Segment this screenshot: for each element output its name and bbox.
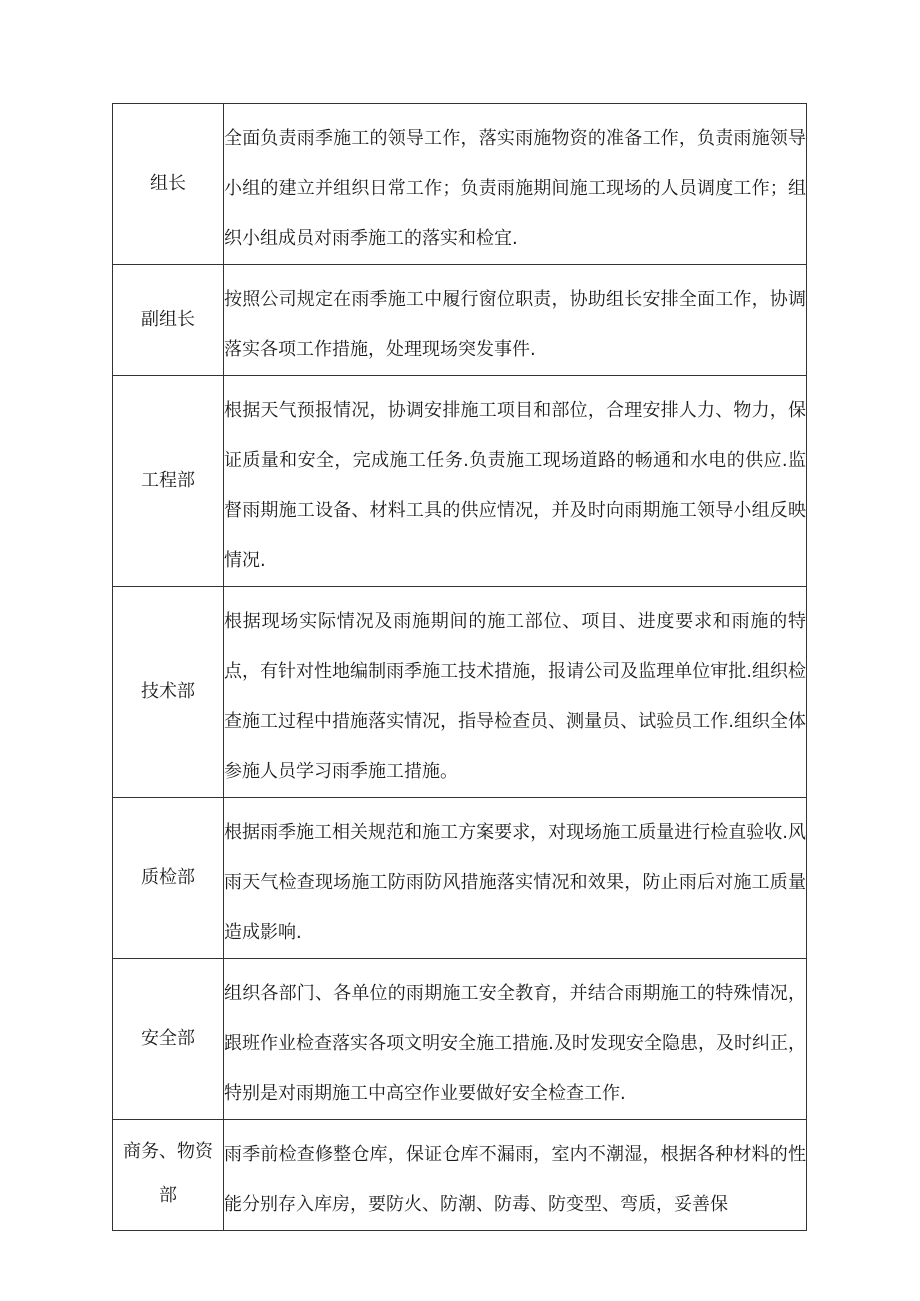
- duty-text: 根据雨季施工相关规范和施工方案要求，对现场施工质量进行检直验收.风雨天气检查现场施工防雨防风措施落实情况和效果，防止雨后对施工质量造成影响.: [224, 822, 806, 943]
- role-cell: [113, 265, 224, 376]
- duty-cell: [224, 587, 807, 798]
- duty-cell: [224, 104, 807, 265]
- duty-cell: [224, 1120, 807, 1231]
- duty-text: 全面负责雨季施工的领导工作，落实雨施物资的准备工作，负责雨施领导小组的建立并组织日常工作；负责雨施期间施工现场的人员调度工作；组织小组成员对雨季施工的落实和检宜.: [224, 128, 806, 249]
- table-row: [113, 959, 807, 1120]
- role-cell: [113, 959, 224, 1120]
- role-label: 副组长: [141, 309, 195, 330]
- table-row: [113, 1120, 807, 1231]
- responsibility-table: [112, 103, 807, 1231]
- table-row: [113, 798, 807, 959]
- role-label: 组长: [150, 173, 186, 194]
- duty-cell: [224, 265, 807, 376]
- role-label: 工程部: [141, 470, 195, 491]
- duty-text: 根据天气预报情况，协调安排施工项目和部位，合理安排人力、物力，保证质量和安全，完成施工任务.负责施工现场道路的畅通和水电的供应.监督雨期施工设备、材料工具的供应情况，并及时向雨期施工领导小组反映情况.: [224, 400, 806, 571]
- duty-cell: [224, 798, 807, 959]
- role-cell: [113, 798, 224, 959]
- role-cell: [113, 104, 224, 265]
- role-cell: [113, 1120, 224, 1231]
- role-label: 质检部: [141, 867, 195, 888]
- table-row: [113, 104, 807, 265]
- table-row: [113, 265, 807, 376]
- duty-cell: [224, 959, 807, 1120]
- duty-text: 雨季前检查修整仓库，保证仓库不漏雨，室内不潮湿，根据各种材料的性能分别存入库房，要防火、防潮、防毒、防变型、弯质，妥善保: [224, 1144, 806, 1215]
- duty-text: 根据现场实际情况及雨施期间的施工部位、项目、进度要求和雨施的特点，有针对性地编制雨季施工技术措施，报请公司及监理单位审批.组织检查施工过程中措施落实情况，指导检查员、测量员、试验员工作.组织全体参施人员学习雨季施工措施。: [224, 611, 806, 782]
- role-cell: [113, 376, 224, 587]
- role-label: 商务、物资部: [123, 1140, 213, 1206]
- table-row: [113, 376, 807, 587]
- duty-text: 按照公司规定在雨季施工中履行窗位职责，协助组长安排全面工作，协调落实各项工作措施，处理现场突发事件.: [224, 289, 806, 360]
- role-label: 技术部: [141, 681, 195, 702]
- table-row: [113, 587, 807, 798]
- role-cell: [113, 587, 224, 798]
- role-label: 安全部: [141, 1028, 195, 1049]
- duty-cell: [224, 376, 807, 587]
- duty-text: 组织各部门、各单位的雨期施工安全教育，并结合雨期施工的特殊情况，跟班作业检查落实各项文明安全施工措施.及时发现安全隐患，及时纠正，特别是对雨期施工中高空作业要做好安全检查工作.: [224, 983, 806, 1104]
